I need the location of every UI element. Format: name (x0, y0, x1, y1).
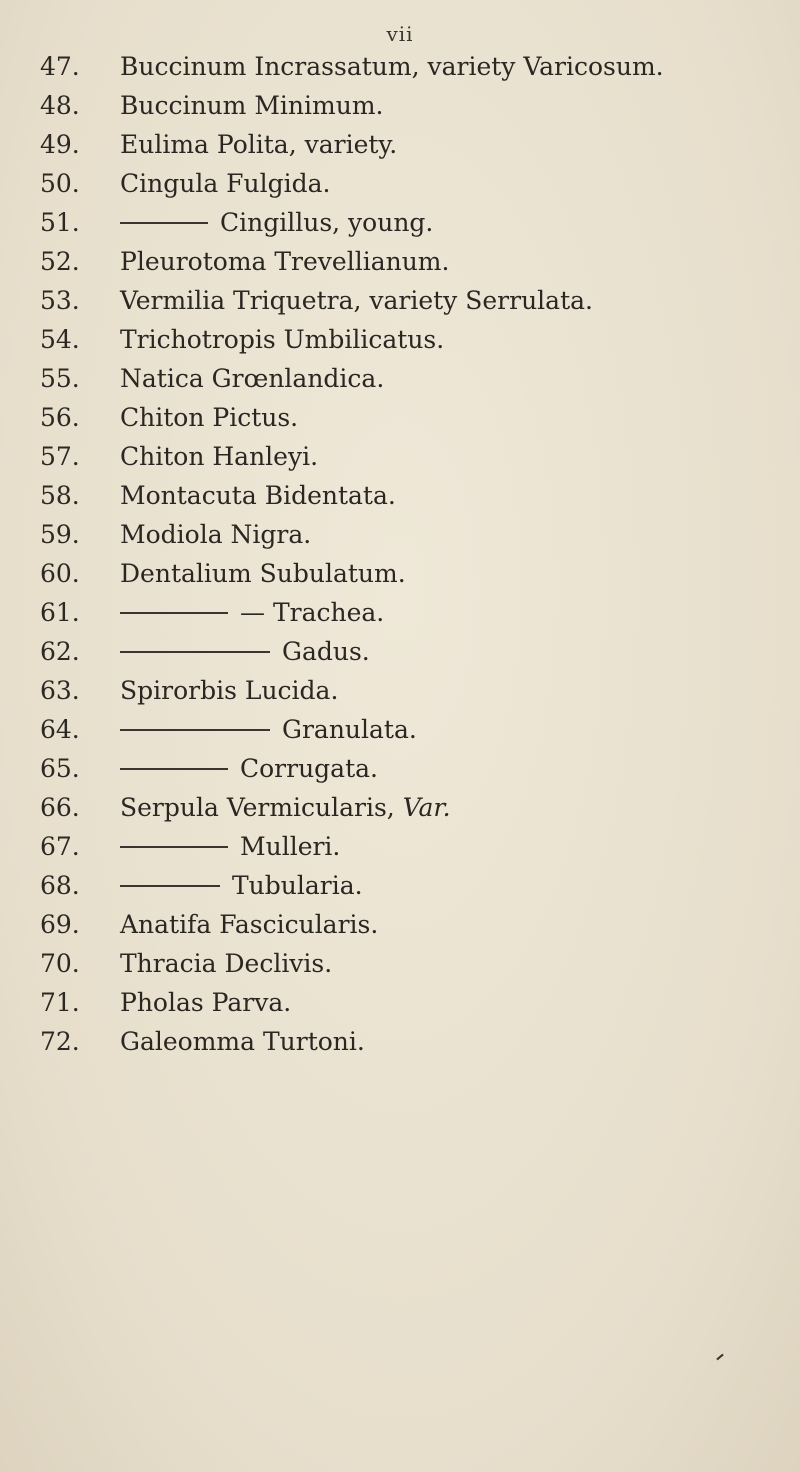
entry-text-body: Cingillus, young. (220, 208, 434, 237)
list-item (0, 947, 800, 981)
entry-text (120, 791, 451, 825)
entry-text-body: Gadus. (282, 637, 370, 666)
entry-number: 52. (40, 247, 80, 276)
list-item (0, 557, 800, 591)
entry-number: 49. (40, 130, 80, 159)
entry-number: 65. (40, 754, 80, 783)
list-item (0, 323, 800, 357)
list-item (0, 752, 800, 786)
entry-number: 55. (40, 364, 80, 393)
entry-text: Pleurotoma Trevellianum. (120, 247, 450, 276)
entry-number: 68. (40, 871, 80, 900)
list-item (0, 362, 800, 396)
list-item (0, 401, 800, 435)
pencil-mark (716, 1354, 723, 1361)
entry-number: 48. (40, 91, 80, 120)
entry-number: 58. (40, 481, 80, 510)
entry-text-body: Serpula Vermicularis, (120, 793, 395, 822)
entry-number: 66. (40, 793, 80, 822)
entry-number: 59. (40, 520, 80, 549)
entry-number: 47. (40, 52, 80, 81)
list-item (0, 635, 800, 669)
list-item (0, 791, 800, 825)
ditto-dash (120, 651, 270, 653)
entry-text-body: Granulata. (282, 715, 417, 744)
entry-number: 60. (40, 559, 80, 588)
entry-number: 54. (40, 325, 80, 354)
list-item (0, 167, 800, 201)
entry-text: Spirorbis Lucida. (120, 676, 339, 705)
entry-text: Chiton Pictus. (120, 403, 299, 432)
entry-text: Trichotropis Umbilicatus. (120, 325, 445, 354)
entry-number: 62. (40, 637, 80, 666)
entry-text-body: — Trachea. (240, 598, 385, 627)
page-number: vii (386, 22, 414, 46)
entry-text: Cingula Fulgida. (120, 169, 331, 198)
entry-text: Buccinum Minimum. (120, 91, 384, 120)
ditto-dash (120, 729, 270, 731)
list-item (0, 596, 800, 630)
entry-text: Buccinum Incrassatum, variety Varicosum. (120, 52, 664, 81)
entry-number: 72. (40, 1027, 80, 1056)
list-item (0, 986, 800, 1020)
list-item (0, 89, 800, 123)
list-item (0, 50, 800, 84)
list-item (0, 479, 800, 513)
list-item (0, 440, 800, 474)
entry-text: Anatifa Fascicularis. (120, 910, 379, 939)
entry-text-body: Tubularia. (232, 871, 363, 900)
list-item (0, 713, 800, 747)
entry-text: Pholas Parva. (120, 988, 292, 1017)
entry-text: Montacuta Bidentata. (120, 481, 396, 510)
entry-number: 64. (40, 715, 80, 744)
entry-number: 61. (40, 598, 80, 627)
entry-text (120, 752, 378, 786)
list-item (0, 128, 800, 162)
entry-number: 50. (40, 169, 80, 198)
entry-number: 67. (40, 832, 80, 861)
ditto-dash (120, 222, 208, 224)
entry-text (120, 713, 417, 747)
entry-number: 51. (40, 208, 80, 237)
list-item (0, 518, 800, 552)
entry-text (120, 206, 433, 240)
entry-text (120, 635, 370, 669)
list-item (0, 206, 800, 240)
ditto-dash (120, 768, 228, 770)
entry-text: Eulima Polita, variety. (120, 130, 398, 159)
entry-text (120, 830, 340, 864)
list-item (0, 284, 800, 318)
entry-text-body: Corrugata. (240, 754, 378, 783)
list-item (0, 245, 800, 279)
entry-text: Modiola Nigra. (120, 520, 312, 549)
entry-text: Vermilia Triquetra, variety Serrulata. (120, 286, 593, 315)
list-item (0, 830, 800, 864)
entry-text-body: Mulleri. (240, 832, 341, 861)
entry-text: Galeomma Turtoni. (120, 1027, 365, 1056)
list-item (0, 869, 800, 903)
entry-number: 63. (40, 676, 80, 705)
ditto-dash (120, 885, 220, 887)
entry-text (120, 869, 363, 903)
entry-number: 56. (40, 403, 80, 432)
entry-text: Natica Grœnlandica. (120, 364, 385, 393)
entry-text: Chiton Hanleyi. (120, 442, 319, 471)
list-item (0, 908, 800, 942)
entry-number: 53. (40, 286, 80, 315)
entry-text: Dentalium Subulatum. (120, 559, 406, 588)
list-item (0, 674, 800, 708)
ditto-dash (120, 612, 228, 614)
list-item (0, 1025, 800, 1059)
entry-text: Thracia Declivis. (120, 949, 333, 978)
entry-number: 57. (40, 442, 80, 471)
entry-number: 71. (40, 988, 80, 1017)
variety-abbrev: Var. (402, 793, 451, 822)
entry-text (120, 596, 384, 630)
ditto-dash (120, 846, 228, 848)
entry-number: 70. (40, 949, 80, 978)
entry-number: 69. (40, 910, 80, 939)
